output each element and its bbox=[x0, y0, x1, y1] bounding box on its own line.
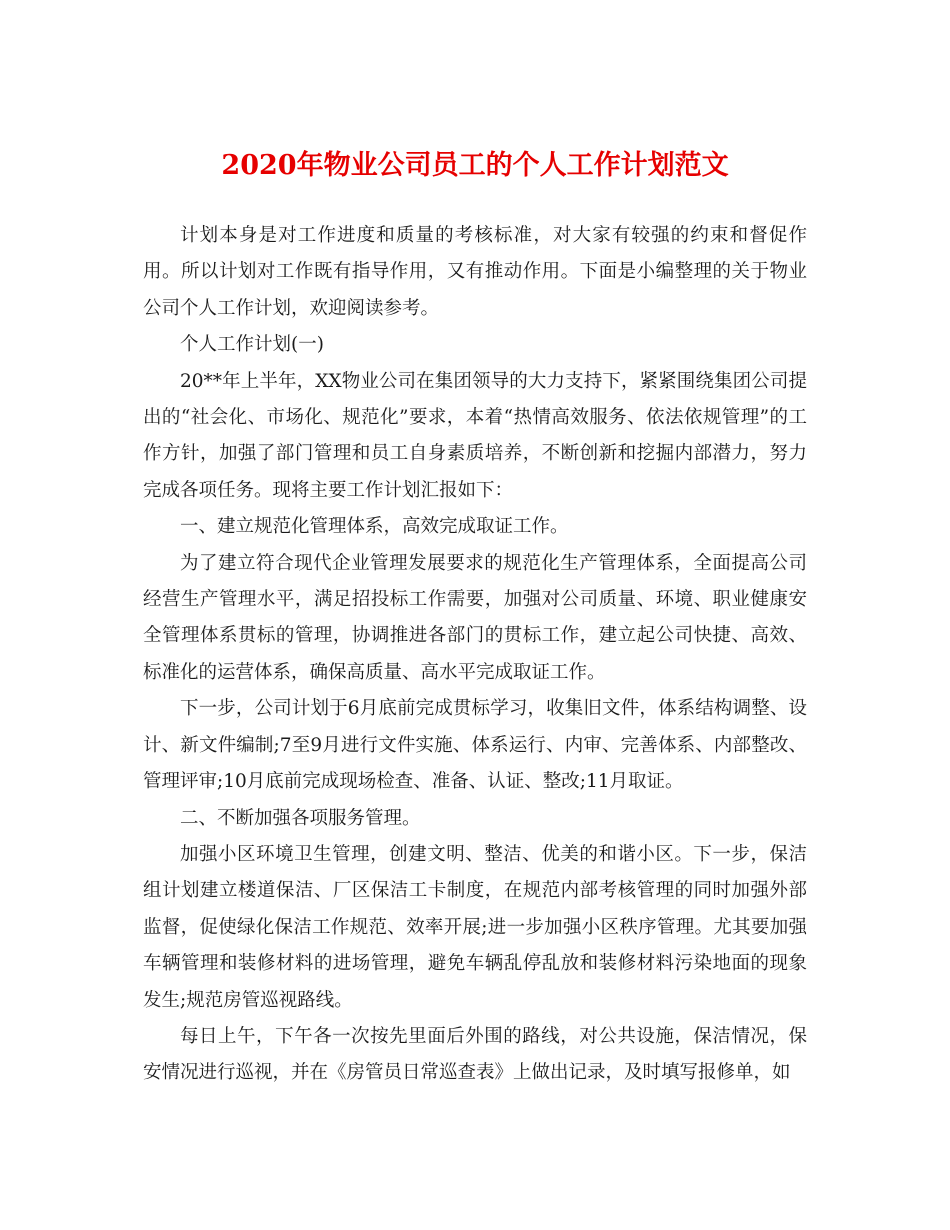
document-title: 2020年物业公司员工的个人工作计划范文 bbox=[221, 150, 729, 181]
section-heading-2: 二、不断加强各项服务管理。 bbox=[180, 807, 421, 829]
paragraph-daily-patrol: 每日上午，下午各一次按先里面后外围的路线，对公共设施，保洁情况，保安情况进行巡视，并在《房管员日常巡查表》上做出记录，及时填写报修单，如 bbox=[143, 1025, 807, 1084]
paragraph-next-steps: 下一步，公司计划于6月底前完成贯标学习，收集旧文件，体系结构调整、设计、新文件编制;7至9月进行文件实施、体系运行、内审、完善体系、内部整改、管理评审;10月底前完成现场检查、准备、认证、整改;11月取证。 bbox=[143, 698, 807, 793]
paragraph-environment: 加强小区环境卫生管理，创建文明、整洁、优美的和谐小区。下一步，保洁组计划建立楼道保洁、厂区保洁工卡制度，在规范内部考核管理的同时加强外部监督，促使绿化保洁工作规范、效率开展;进一步加强小区秩序管理。尤其要加强车辆管理和装修材料的进场管理，避免车辆乱停乱放和装修材料污染地面的现象发生;规范房管巡视路线。 bbox=[143, 843, 807, 1011]
section-heading-plan-one: 个人工作计划(一) bbox=[180, 334, 324, 356]
document-body bbox=[143, 218, 807, 1092]
section-heading-1: 一、建立规范化管理体系，高效完成取证工作。 bbox=[180, 516, 569, 538]
paragraph-intro: 计划本身是对工作进度和质量的考核标准，对大家有较强的约束和督促作用。所以计划对工作既有指导作用，又有推动作用。下面是小编整理的关于物业公司个人工作计划，欢迎阅读参考。 bbox=[143, 225, 807, 319]
paragraph-management-system: 为了建立符合现代企业管理发展要求的规范化生产管理体系，全面提高公司经营生产管理水平，满足招投标工作需要，加强对公司质量、环境、职业健康安全管理体系贯标的管理，协调推进各部门的贯标工作，建立起公司快捷、高效、标准化的运营体系，确保高质量、高水平完成取证工作。 bbox=[143, 552, 807, 683]
paragraph-summary: 20**年上半年，XX物业公司在集团领导的大力支持下，紧紧围绕集团公司提出的“社会化、市场化、规范化”要求，本着“热情高效服务、依法依规管理”的工作方针，加强了部门管理和员工自身素质培养，不断创新和挖掘内部潜力，努力完成各项任务。现将主要工作计划汇报如下： bbox=[143, 370, 807, 501]
